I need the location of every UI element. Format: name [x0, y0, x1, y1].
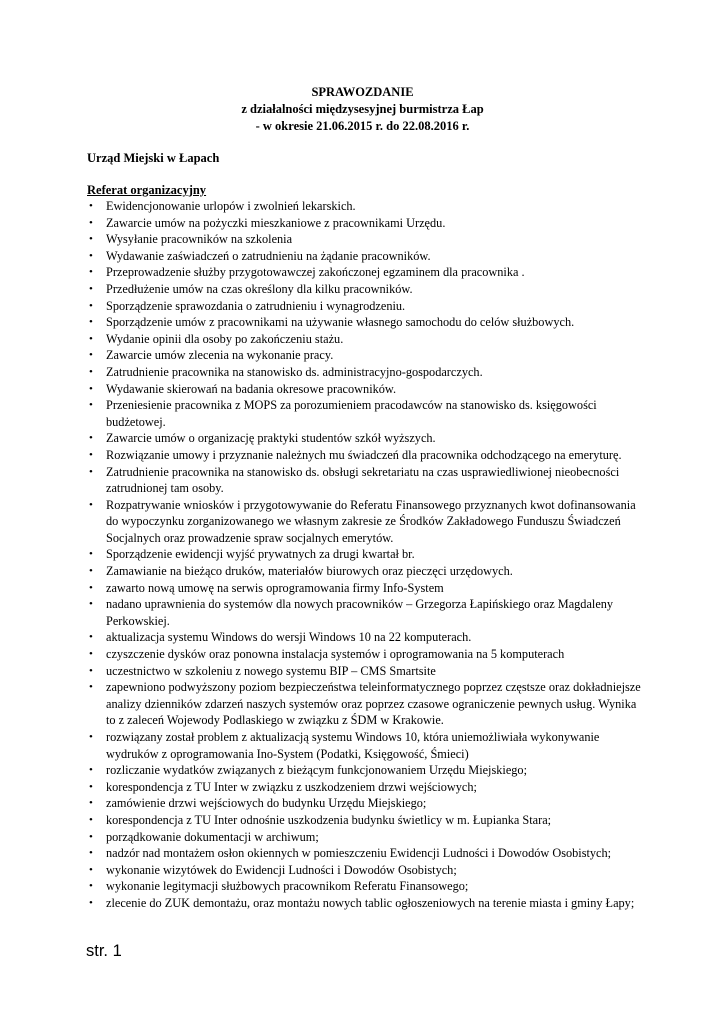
- list-item-text: Zatrudnienie pracownika na stanowisko ds. administracyjno-gospodarczych.: [106, 364, 483, 379]
- bullet-icon: •: [89, 365, 93, 378]
- list-item: [87, 231, 647, 248]
- bullet-icon: •: [89, 880, 93, 893]
- list-item-text: Wydanie opinii dla osoby po zakończeniu stażu.: [106, 331, 344, 346]
- list-item-text: Wydawanie zaświadczeń o zatrudnieniu na żądanie pracowników.: [106, 248, 431, 263]
- list-item-text: Wydawanie skierowań na badania okresowe pracowników.: [106, 381, 397, 396]
- list-item: [87, 381, 647, 398]
- list-item-text: zamówienie drzwi wejściowych do budynku Urzędu Miejskiego;: [106, 796, 427, 811]
- office-heading: Urząd Miejski w Łapach: [87, 151, 220, 165]
- bullet-icon: •: [89, 896, 93, 909]
- bullet-icon: •: [89, 200, 93, 212]
- bullet-icon: •: [89, 847, 93, 860]
- list-item: [87, 729, 647, 762]
- list-item: [87, 546, 647, 563]
- list-item-text: Sporządzenie ewidencji wyjść prywatnych za drugi kwartał br.: [106, 547, 415, 562]
- bullet-icon: •: [89, 631, 93, 644]
- bullet-icon: •: [89, 316, 93, 329]
- list-item: [87, 331, 647, 348]
- list-item: [87, 795, 647, 812]
- bullet-icon: •: [89, 548, 93, 561]
- bullet-icon: •: [89, 780, 93, 793]
- list-item: [87, 580, 647, 597]
- list-item-text: rozwiązany został problem z aktualizacją systemu Windows 10, która uniemożliwiała wykonywanie wydruków z oprogramowania Ino-System (Podatki, Księgowość, Śmieci): [106, 730, 600, 761]
- title-line-1: SPRAWOZDANIE: [311, 85, 414, 99]
- title-line-2: z działalności międzysesyjnej burmistrza Łap: [241, 102, 484, 116]
- bullet-icon: •: [89, 266, 93, 279]
- bullet-icon: •: [89, 282, 93, 295]
- bullet-icon: •: [89, 598, 93, 611]
- list-item-text: nadano uprawnienia do systemów dla nowych pracowników – Grzegorza Łapińskiego oraz Magdaleny Perkowskiej.: [106, 597, 614, 628]
- list-item: [87, 862, 647, 879]
- list-item-text: Przedłużenie umów na czas określony dla kilku pracowników.: [106, 281, 413, 296]
- bullet-icon: •: [89, 465, 93, 478]
- bullet-icon: •: [89, 648, 93, 661]
- bullet-icon: •: [89, 249, 93, 262]
- list-item: [87, 829, 647, 846]
- list-item: [87, 281, 647, 298]
- title-line-3: - w okresie 21.06.2015 r. do 22.08.2016 r.: [255, 119, 470, 133]
- list-item-text: zawarto nową umowę na serwis oprogramowania firmy Info-System: [106, 580, 444, 595]
- bullet-icon: •: [89, 731, 93, 743]
- bullet-icon: •: [89, 581, 93, 594]
- list-item-text: Rozwiązanie umowy i przyznanie należnych mu świadczeń dla pracownika odchodzącego na emeryturę.: [106, 447, 622, 462]
- document-title: [0, 84, 725, 135]
- list-item: [87, 347, 647, 364]
- list-item-text: Zawarcie umów o organizację praktyki studentów szkół wyższych.: [106, 431, 436, 446]
- bullet-icon: •: [89, 216, 93, 229]
- bullet-list: [87, 198, 647, 912]
- list-item: [87, 364, 647, 381]
- list-item-text: Przeniesienie pracownika z MOPS za porozumieniem pracodawców na stanowisko ds. księgowości budżetowej.: [106, 398, 597, 429]
- list-item-text: porządkowanie dokumentacji w archiwum;: [106, 829, 319, 844]
- list-item-text: korespondencja z TU Inter w związku z uszkodzeniem drzwi wejściowych;: [106, 779, 477, 794]
- list-item-text: Wysyłanie pracowników na szkolenia: [106, 232, 293, 247]
- bullet-icon: •: [89, 863, 93, 876]
- list-item-text: aktualizacja systemu Windows do wersji Windows 10 na 22 komputerach.: [106, 630, 472, 645]
- list-item-text: zapewniono podwyższony poziom bezpieczeństwa teleinformatycznego poprzez częstsze oraz dokładniejsze analizy dzienników zdarzeń naszych systemów oraz poprzez czasowe ograniczenie pewnych usług. Wynika to z zaleceń Wojewody Podlaskiego w związku z ŚDM w Krakowie.: [106, 680, 641, 728]
- list-item: [87, 314, 647, 331]
- list-item-text: wykonanie wizytówek do Ewidencji Ludności i Dowodów Osobistych;: [106, 862, 457, 877]
- list-item: [87, 447, 647, 464]
- bullet-icon: •: [89, 233, 93, 246]
- list-item-text: Zatrudnienie pracownika na stanowisko ds. obsługi sekretariatu na czas usprawiedliwionej nieobecności zatrudnionej tam osoby.: [106, 464, 620, 496]
- bullet-icon: •: [89, 764, 93, 777]
- list-item: [87, 497, 647, 547]
- section-heading: Referat organizacyjny: [87, 183, 207, 197]
- bullet-icon: •: [89, 498, 93, 511]
- list-item: [87, 762, 647, 779]
- bullet-icon: •: [89, 813, 93, 826]
- list-item-text: Przeprowadzenie służby przygotowawczej zakończonej egzaminem dla pracownika .: [106, 265, 525, 280]
- list-item: [87, 679, 647, 729]
- list-item-text: korespondencja z TU Inter odnośnie uszkodzenia budynku świetlicy w m. Łupianka Stara;: [106, 812, 552, 827]
- list-item-text: Sporządzenie umów z pracownikami na używanie własnego samochodu do celów służbowych.: [106, 315, 575, 330]
- list-item-text: Rozpatrywanie wniosków i przygotowywanie do Referatu Finansowego przyznanych kwot dofinansowania do wypoczynku zorganizowanego we własnym zakresie ze Środków Zakładowego Funduszu Świadczeń Socjalnych oraz prowadzenie spraw socjalnych emerytów.: [106, 497, 636, 545]
- list-item: [87, 215, 647, 232]
- list-item-text: wykonanie legitymacji służbowych pracownikom Referatu Finansowego;: [106, 879, 469, 894]
- list-item-text: zlecenie do ZUK demontażu, oraz montażu nowych tablic ogłoszeniowych na terenie miasta i gminy Łapy;: [106, 895, 635, 910]
- list-item: [87, 198, 647, 215]
- list-item: [87, 845, 647, 862]
- list-item: [87, 629, 647, 646]
- list-item: [87, 464, 647, 497]
- bullet-icon: •: [89, 565, 93, 578]
- list-item: [87, 646, 647, 663]
- bullet-icon: •: [89, 382, 93, 395]
- list-item: [87, 779, 647, 796]
- list-item: [87, 563, 647, 580]
- list-item: [87, 812, 647, 829]
- bullet-icon: •: [89, 664, 93, 677]
- list-item-text: rozliczanie wydatków związanych z bieżącym funkcjonowaniem Urzędu Miejskiego;: [106, 763, 528, 778]
- bullet-icon: •: [89, 432, 93, 445]
- bullet-icon: •: [89, 830, 93, 843]
- bullet-icon: •: [89, 448, 93, 461]
- list-item: [87, 596, 647, 629]
- bullet-icon: •: [89, 349, 93, 362]
- bullet-icon: •: [89, 399, 93, 412]
- list-item: [87, 878, 647, 895]
- page-number: str. 1: [86, 942, 122, 960]
- list-item-text: uczestnictwo w szkoleniu z nowego systemu BIP – CMS Smartsite: [106, 663, 436, 678]
- list-item: [87, 264, 647, 281]
- list-item-text: Sporządzenie sprawozdania o zatrudnieniu i wynagrodzeniu.: [106, 298, 406, 313]
- bullet-icon: •: [89, 332, 93, 345]
- list-item-text: Zamawianie na bieżąco druków, materiałów biurowych oraz pieczęci urzędowych.: [106, 564, 513, 579]
- list-item-text: Zawarcie umów na pożyczki mieszkaniowe z pracownikami Urzędu.: [106, 215, 446, 230]
- list-item: [87, 663, 647, 680]
- list-item: [87, 430, 647, 447]
- bullet-icon: •: [89, 681, 93, 694]
- list-item-text: Zawarcie umów zlecenia na wykonanie pracy.: [106, 348, 334, 363]
- list-item: [87, 248, 647, 265]
- list-item-text: czyszczenie dysków oraz ponowna instalacja systemów i oprogramowania na 5 komputerach: [106, 647, 565, 662]
- list-item: [87, 298, 647, 315]
- list-item: [87, 895, 647, 912]
- list-item: [87, 397, 647, 430]
- list-item-text: Ewidencjonowanie urlopów i zwolnień lekarskich.: [106, 199, 356, 213]
- bullet-icon: •: [89, 797, 93, 810]
- list-item-text: nadzór nad montażem osłon okiennych w pomieszczeniu Ewidencji Ludności i Dowodów Osobistych;: [106, 846, 612, 861]
- bullet-icon: •: [89, 299, 93, 312]
